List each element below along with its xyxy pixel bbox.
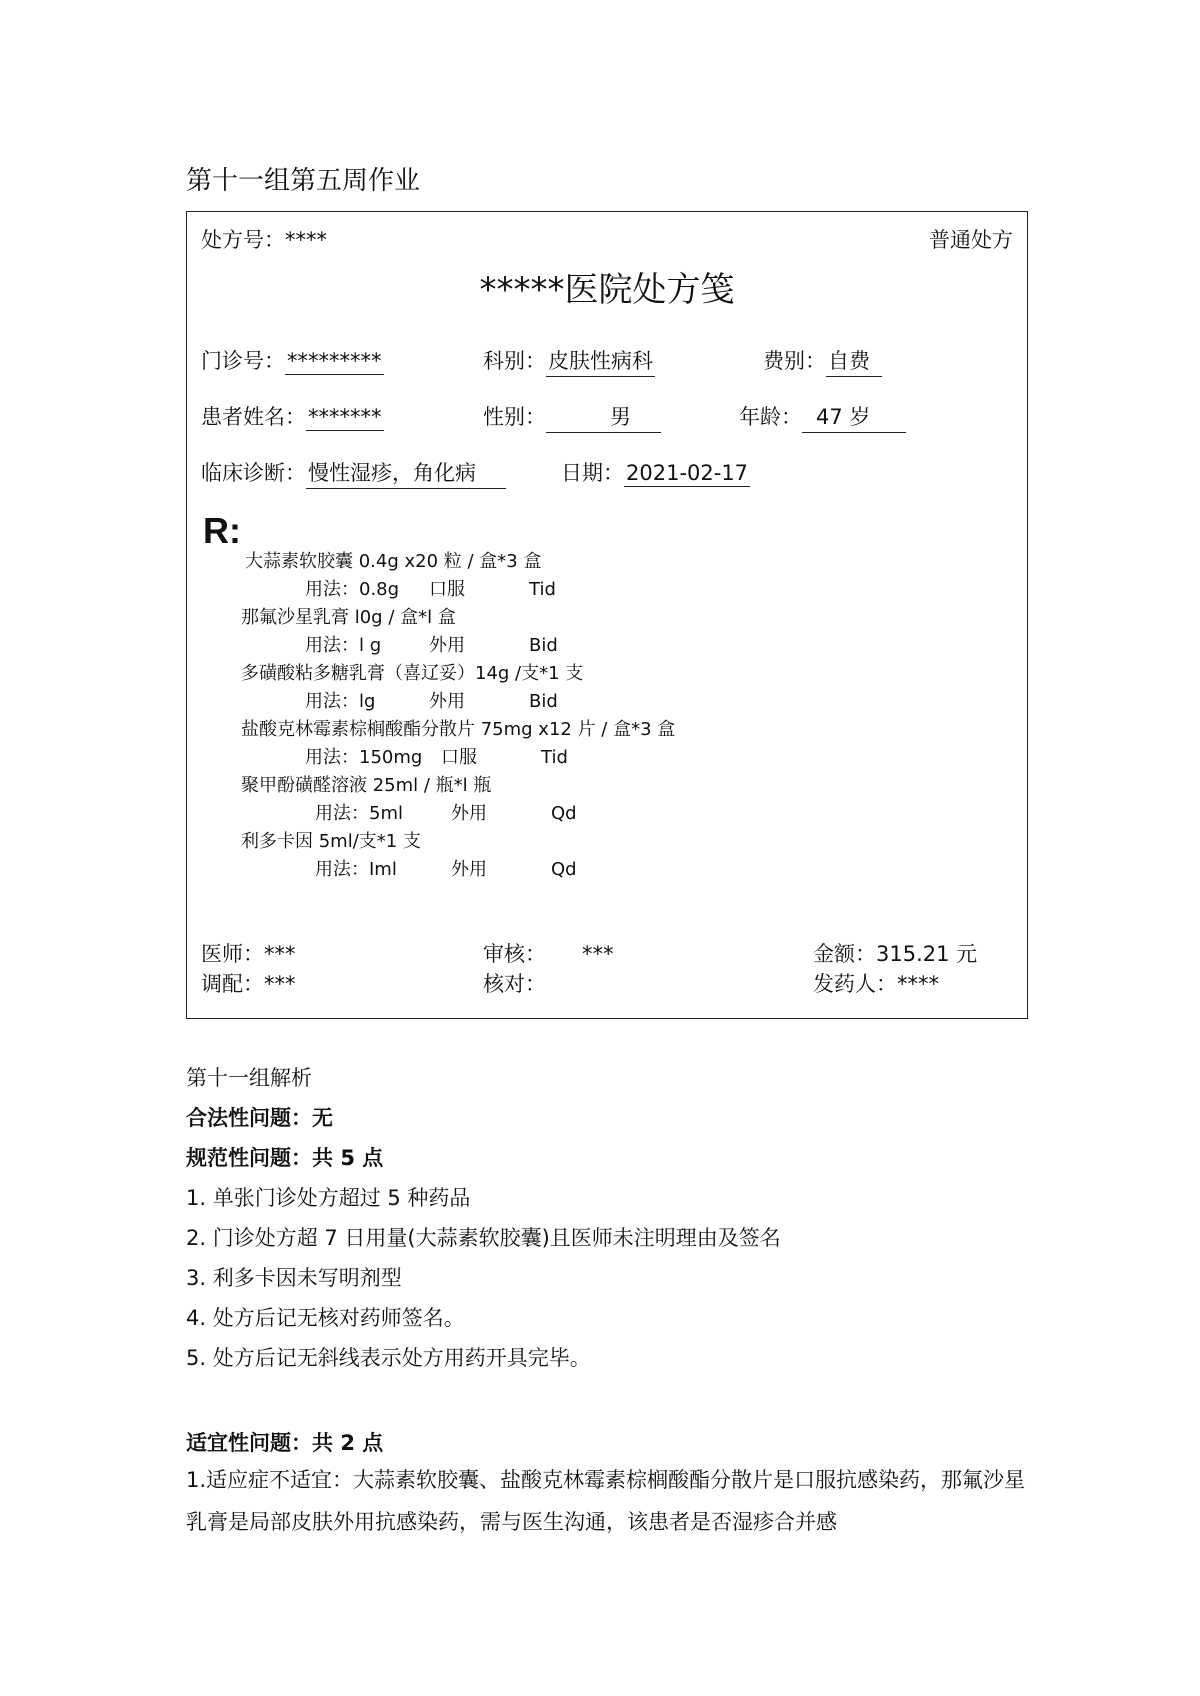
sex — [483, 401, 661, 433]
fee-type — [763, 345, 882, 377]
drug-usage — [305, 687, 558, 713]
norm-heading — [186, 1142, 383, 1172]
doctor-value: *** — [264, 942, 296, 966]
review-label: 审核： — [483, 942, 546, 966]
date — [561, 457, 750, 487]
date-value: 2021-02-17 — [626, 461, 749, 485]
usage-frequency: Bid — [529, 635, 558, 656]
usage-frequency: Qd — [551, 859, 577, 880]
usage-label: 用法： — [315, 803, 369, 824]
doctor — [201, 938, 296, 968]
issuer — [813, 968, 939, 998]
drug-name: 那氟沙星乳膏 l0g / 盒*l 盒 — [241, 607, 456, 628]
suit-count: 2 — [340, 1431, 355, 1455]
date-label: 日期： — [561, 461, 624, 485]
drug-name: 利多卡因 5ml/支*1 支 — [241, 831, 421, 852]
suit-heading-text: 适宜性问题：共 — [186, 1431, 341, 1455]
prescription-form — [186, 211, 1028, 1019]
amount-label: 金额： — [813, 942, 876, 966]
usage-dose: 150mg — [359, 747, 423, 768]
patient-name — [201, 401, 384, 431]
clinic-no — [201, 345, 384, 375]
drug-name: 多磺酸粘多糖乳膏（喜辽妥）14g /支*1 支 — [241, 663, 584, 684]
drug-usage — [305, 575, 556, 601]
norm-issue-item: 2. 门诊处方超 7 日用量(大蒜素软胶囊)且医师未注明理由及签名 — [186, 1226, 781, 1250]
norm-heading-suffix: 点 — [354, 1146, 384, 1170]
drug-usage — [315, 799, 577, 825]
fee-label: 费别： — [763, 349, 826, 373]
usage-route: 口服 — [429, 579, 465, 600]
suitability-heading — [186, 1427, 383, 1457]
review-value: *** — [582, 942, 614, 966]
diagnosis — [201, 457, 506, 489]
sex-value: 男 — [546, 401, 661, 433]
usage-label: 用法： — [305, 579, 359, 600]
usage-dose: lg — [359, 691, 376, 712]
patient-value: ******* — [308, 405, 382, 429]
norm-issue-item: 3. 利多卡因未写明剂型 — [186, 1266, 402, 1290]
check-label: 核对： — [483, 972, 546, 996]
clinic-no-value: ********* — [287, 349, 382, 373]
usage-frequency: Bid — [529, 691, 558, 712]
dispense-label: 调配： — [201, 972, 264, 996]
clinic-no-label: 门诊号： — [201, 349, 285, 373]
usage-route: 外用 — [451, 803, 487, 824]
norm-issue-item: 4. 处方后记无核对药师签名。 — [186, 1306, 465, 1330]
norm-issue-item: 5. 处方后记无斜线表示处方用药开具完毕。 — [186, 1346, 591, 1370]
drug-usage — [315, 855, 577, 881]
rx-type: 普通处方 — [929, 228, 1013, 252]
dept-value: 皮肤性病科 — [546, 345, 655, 377]
usage-route: 外用 — [429, 635, 465, 656]
age-label: 年龄： — [739, 405, 802, 429]
norm-issue-item: 1. 单张门诊处方超过 5 种药品 — [186, 1186, 471, 1210]
rx-symbol: R: — [203, 510, 241, 551]
department — [483, 345, 655, 377]
usage-dose: 5ml — [369, 803, 403, 824]
rx-number — [201, 224, 327, 254]
reviewer — [483, 938, 614, 968]
usage-dose: l g — [359, 635, 382, 656]
usage-label: 用法： — [315, 859, 369, 880]
diagnosis-value: 慢性湿疹，角化病 — [306, 457, 506, 489]
amount — [813, 938, 977, 968]
norm-count: 5 — [340, 1146, 355, 1170]
analysis-heading: 第十一组解析 — [186, 1066, 312, 1090]
dispense-value: *** — [264, 972, 296, 996]
sex-label: 性别： — [483, 405, 546, 429]
fee-value: 自费 — [826, 345, 882, 377]
age — [739, 401, 906, 433]
doctor-label: 医师： — [201, 942, 264, 966]
drug-name: 盐酸克林霉素棕榈酸酯分散片 75mg x12 片 / 盒*3 盒 — [241, 719, 676, 740]
suitability-paragraph: 1.适应症不适宜：大蒜素软胶囊、盐酸克林霉素棕榈酸酯分散片是口服抗感染药，那氟沙星乳膏是局部皮肤外用抗感染药，需与医生沟通，该患者是否湿疹合并感 — [186, 1468, 1026, 1534]
usage-frequency: Tid — [541, 747, 568, 768]
amount-value: 315.21 元 — [876, 942, 978, 966]
usage-route: 外用 — [429, 691, 465, 712]
dept-label: 科别： — [483, 349, 546, 373]
drug-usage — [305, 631, 558, 657]
rx-number-label: 处方号： — [201, 228, 285, 252]
usage-label: 用法： — [305, 635, 359, 656]
suit-heading-suffix: 点 — [354, 1431, 384, 1455]
usage-dose: Iml — [369, 859, 397, 880]
usage-frequency: Tid — [529, 579, 556, 600]
hospital-title: *****医院处方笺 — [479, 270, 735, 310]
patient-label: 患者姓名： — [201, 405, 306, 429]
rx-number-value: **** — [285, 228, 327, 252]
age-value: 47 岁 — [802, 401, 906, 433]
diagnosis-label: 临床诊断： — [201, 461, 306, 485]
checker — [483, 968, 546, 998]
usage-label: 用法： — [305, 747, 359, 768]
usage-route: 外用 — [451, 859, 487, 880]
document-title: 第十一组第五周作业 — [186, 166, 421, 196]
norm-heading-text: 规范性问题：共 — [186, 1146, 341, 1170]
usage-label: 用法： — [305, 691, 359, 712]
issuer-value: **** — [897, 972, 939, 996]
usage-frequency: Qd — [551, 803, 577, 824]
usage-dose: 0.8g — [359, 579, 400, 600]
drug-name: 大蒜素软胶囊 0.4g x20 粒 / 盒*3 盒 — [245, 551, 542, 572]
legality-line: 合法性问题：无 — [186, 1106, 333, 1130]
usage-route: 口服 — [441, 747, 477, 768]
drug-name: 聚甲酚磺醛溶液 25ml / 瓶*l 瓶 — [241, 775, 492, 796]
dispenser — [201, 968, 296, 998]
drug-usage — [305, 743, 568, 769]
issuer-label: 发药人： — [813, 972, 897, 996]
